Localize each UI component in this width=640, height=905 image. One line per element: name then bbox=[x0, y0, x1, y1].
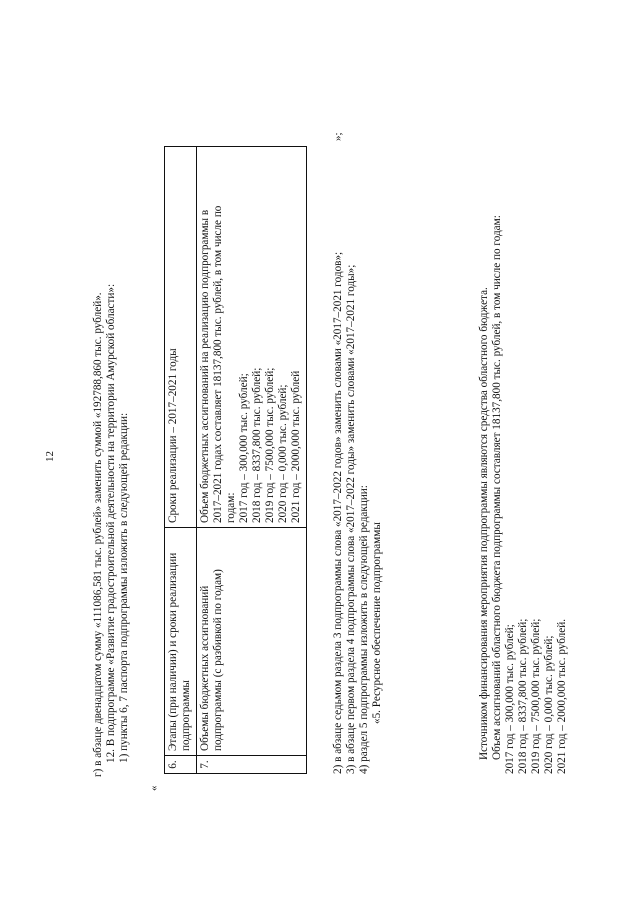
row-name: Этапы (при наличии) и сроки реализации подпрограммы bbox=[165, 528, 197, 756]
table-close-quote: »; bbox=[332, 132, 344, 141]
section-5-body bbox=[478, 94, 569, 774]
rotated-document-page bbox=[40, 67, 600, 837]
amendment-line-g: г) в абзаце двенадцатом сумму «111086,581 тыс. рублей» заменить суммой «192788,860 тыс. рублей». bbox=[92, 292, 104, 777]
value-line: Сроки реализации – 2017–2021 годы bbox=[167, 348, 179, 523]
value-line: 2017 год – 300,000 тыс. рублей; bbox=[238, 373, 250, 523]
value-line: 2017–2021 годах составляет 18137,800 тыс. рублей, в том числе по bbox=[212, 205, 224, 523]
amendment-line-3: 3) в абзаце первом раздела 4 подпрограммы слова «2017–2022 годы» заменить словами «2017–2021 годы»; bbox=[345, 264, 357, 774]
row-value bbox=[197, 147, 307, 528]
passport-items-instruction: 1) пункты 6, 7 паспорта подпрограммы изложить в следующей редакции: bbox=[118, 412, 130, 763]
value-line: годам: bbox=[225, 492, 237, 523]
amendment-intro bbox=[92, 97, 131, 777]
value-line: 2021 год – 2000,000 тыс. рублей bbox=[290, 370, 302, 523]
amendment-line-2: 2) в абзаце седьмом раздела 3 подпрограммы слова «2017–2022 годов» заменить словами «2017–2021 годов»; bbox=[332, 251, 344, 774]
financing-total: Объем ассигнований областного бюджета подпрограммы составляет 18137,800 тыс. рублей, в том числе по годам: bbox=[491, 215, 503, 760]
year-amount: 2017 год – 300,000 тыс. рублей; bbox=[504, 624, 516, 774]
value-line: 2018 год – 8337,800 тыс. рублей; bbox=[251, 367, 263, 523]
table-row bbox=[197, 147, 307, 774]
row-value bbox=[165, 147, 197, 528]
section-5-title: «5. Ресурсное обеспечение подпрограммы bbox=[371, 522, 383, 724]
passport-table bbox=[164, 146, 307, 774]
value-line: Объем бюджетных ассигнований на реализацию подпрограммы в bbox=[199, 209, 211, 523]
year-amount: 2018 год – 8337,800 тыс. рублей; bbox=[517, 618, 529, 774]
value-line: 2020 год – 0,000 тыс. рублей; bbox=[277, 384, 289, 523]
row-number: 6. bbox=[165, 756, 197, 774]
row-number: 7. bbox=[197, 756, 307, 774]
amendment-line-4: 4) раздел 5 подпрограммы изложить в следующей редакции: bbox=[358, 485, 370, 774]
table-open-quote: « bbox=[148, 785, 160, 791]
year-amount: 2021 год – 2000,000 тыс. рублей. bbox=[556, 619, 568, 774]
value-line: 2019 год – 7500,000 тыс. рублей; bbox=[264, 367, 276, 523]
row-name: Объемы бюджетных ассигнований подпрограммы (с разбивкой по годам) bbox=[197, 528, 307, 756]
year-amount: 2019 год – 7500,000 тыс. рублей; bbox=[530, 618, 542, 774]
year-amount: 2020 год – 0,000 тыс. рублей; bbox=[543, 635, 555, 774]
table-row bbox=[165, 147, 197, 774]
page-number: 12 bbox=[44, 451, 56, 462]
subprogram-heading-12: 12. В подпрограмме «Развитие градостроительной деятельности на территории Амурской области»: bbox=[105, 283, 117, 763]
further-amendments bbox=[332, 94, 384, 774]
financing-source: Источником финансирования мероприятия подпрограммы являются средства областного бюджета. bbox=[478, 287, 490, 760]
